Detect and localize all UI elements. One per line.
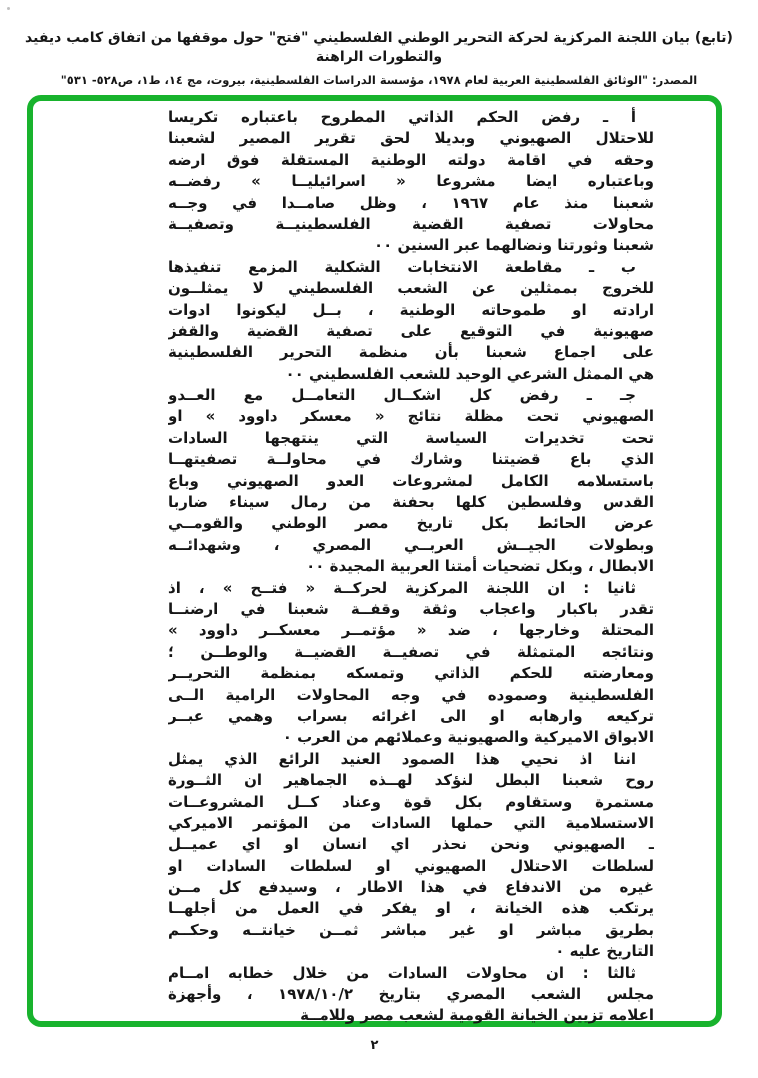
text-line: ـ الصهيوني ونحن نحذر اي انسان او اي عميــل	[168, 835, 654, 854]
text-line: تحت تخديرات السياسة التي ينتهجها السادات	[168, 428, 654, 447]
page-number: ٢	[370, 1038, 379, 1053]
text-line: شعبنا منذ عام ١٩٦٧ ، وظل صامــدا في وجــه	[168, 193, 654, 212]
text-line: مجلس الشعب المصري بتاريخ ١٩٧٨/١٠/٢ ، وأجهزة	[168, 985, 654, 1004]
text-line: تركيعه وارهابه او الى اغرائه بسراب وهمي عبــر	[168, 706, 654, 725]
text-line: ب ـ مقاطعة الانتخابات الشكلية المزمع تنفيذها	[168, 257, 636, 276]
text-line: عرض الحائط بكل تاريخ مصر الوطني والقومــي	[168, 514, 654, 533]
text-line: أ ـ رفض الحكم الذاتي المطروح باعتباره تكريسا	[168, 108, 636, 126]
text-line: هي الممثل الشرعي الوحيد للشعب الفلسطيني ٠٠	[285, 364, 654, 383]
text-line: اننا اذ نحيي هذا الصمود العنيد الرائع الذي يمثل	[168, 749, 636, 768]
document-source-citation: المصدر: "الوثائق الفلسطينية العربية لعام ١٩٧٨، مؤسسة الدراسات الفلسطينية، بيروت، مج ١٤، ط١، ص٥٢٨- ٥٣١"	[60, 73, 698, 87]
document-header	[0, 29, 758, 88]
text-line: للخروج بممثلين عن الشعب الفلسطيني لا يمثلــون	[168, 279, 654, 298]
text-line: المحتلة وخارجها ، ضد « مؤتمــر معسكــر داوود »	[168, 621, 654, 640]
text-line: ثانيا : ان اللجنة المركزية لحركــة « فتــح » ، اذ	[168, 578, 636, 597]
text-line: الذي باع قضيتنا وشارك في محاولــة تصفيتهــا	[168, 450, 654, 469]
text-line: للاحتلال الصهيوني وبديلا لحق تقرير المصير لشعبنا	[168, 129, 654, 148]
text-line: الصهيوني تحت مظلة نتائج « معسكر داوود » او	[168, 407, 654, 426]
text-line: محاولات تصفية القضية الفلسطينيــة وتصفيــة	[168, 214, 654, 233]
text-line: ارادته او طموحاته الوطنية ، بــل ليكونوا ادوات	[168, 300, 654, 319]
text-line: لسلطات الاحتلال الصهيوني او لسلطات السادات او	[168, 856, 654, 875]
text-line: القدس وفلسطين كلها بحفنة من رمال سيناء ضاربا	[168, 493, 654, 512]
text-line: غيره من الاندفاع في هذا الاطار ، وسيدفع كل مــن	[168, 878, 654, 897]
text-line: وباعتباره ايضا مشروعا « اسرائيليــا » رفضــه	[168, 172, 654, 191]
text-line: الابواق الاميركية والصهيونية وعملائهم من العرب ٠	[282, 728, 654, 747]
text-line: الابطال ، وبكل تضحيات أمتنا العربية المجيدة ٠٠	[306, 557, 654, 576]
text-line: الفلسطينية وصموده في وجه المحاولات الرامية الــى	[168, 685, 654, 704]
scan-artifact-dot	[7, 7, 10, 10]
text-line: روح شعبنا البطل لنؤكد لهــذه الجماهير ان الثــورة	[168, 771, 654, 790]
text-line: اعلامه تزيين الخيانة القومية لشعب مصر وللامــة	[300, 1006, 654, 1025]
document-body-text	[168, 107, 654, 1027]
text-line: الاستسلامية التي حملها السادات من المؤتمر الاميركي	[168, 813, 654, 832]
text-line: بطريق مباشر او غير مباشر ثمــن خيانتــه وحكــم	[168, 920, 654, 939]
text-line: صهيونية في التوقيع على تصفية القضية والقفز	[168, 321, 654, 340]
text-line: جـ ـ رفض كل اشكــال التعامــل مع العــدو	[168, 386, 636, 405]
text-line: التاريخ عليه ٠	[555, 942, 654, 961]
text-line: باستسلامه الكامل لمشروعات العدو الصهيوني وباع	[168, 471, 654, 490]
text-line: على اجماع شعبنا بأن منظمة التحرير الفلسطينية	[168, 343, 654, 362]
text-line: مستمرة وستقاوم بكل قوة وعناد كــل المشروعــات	[168, 792, 654, 811]
text-line: ثالثا : ان محاولات السادات من خلال خطابه امــام	[168, 963, 636, 982]
text-line: وبطولات الجيــش العربــي المصري ، وشهدائــه	[168, 535, 654, 554]
text-line: يرتكب هذه الخيانة ، او يفكر في العمل من أجلهــا	[168, 899, 654, 918]
text-line: وحقه في اقامة دولته الوطنية المستقلة فوق ارضه	[168, 150, 654, 169]
document-title: (تابع) بيان اللجنة المركزية لحركة التحرير الوطني الفلسطيني "فتح" حول موقفها من اتفاق كامب ديفيد والتطورات الراهنة	[25, 30, 733, 65]
text-line: ونتائجه المتمثلة في تصفيــة القضيــة والوطــن ؛	[168, 642, 654, 661]
text-line: شعبنا وثورتنا ونضالهما عبر السنين ٠٠	[374, 236, 654, 255]
text-line: تقدر باكبار واعجاب وثقة وقفــة شعبنا في ارضنــا	[168, 599, 654, 618]
text-line: ومعارضته للحكم الذاتي وتمسكه بمنظمة التحريــر	[168, 664, 654, 683]
